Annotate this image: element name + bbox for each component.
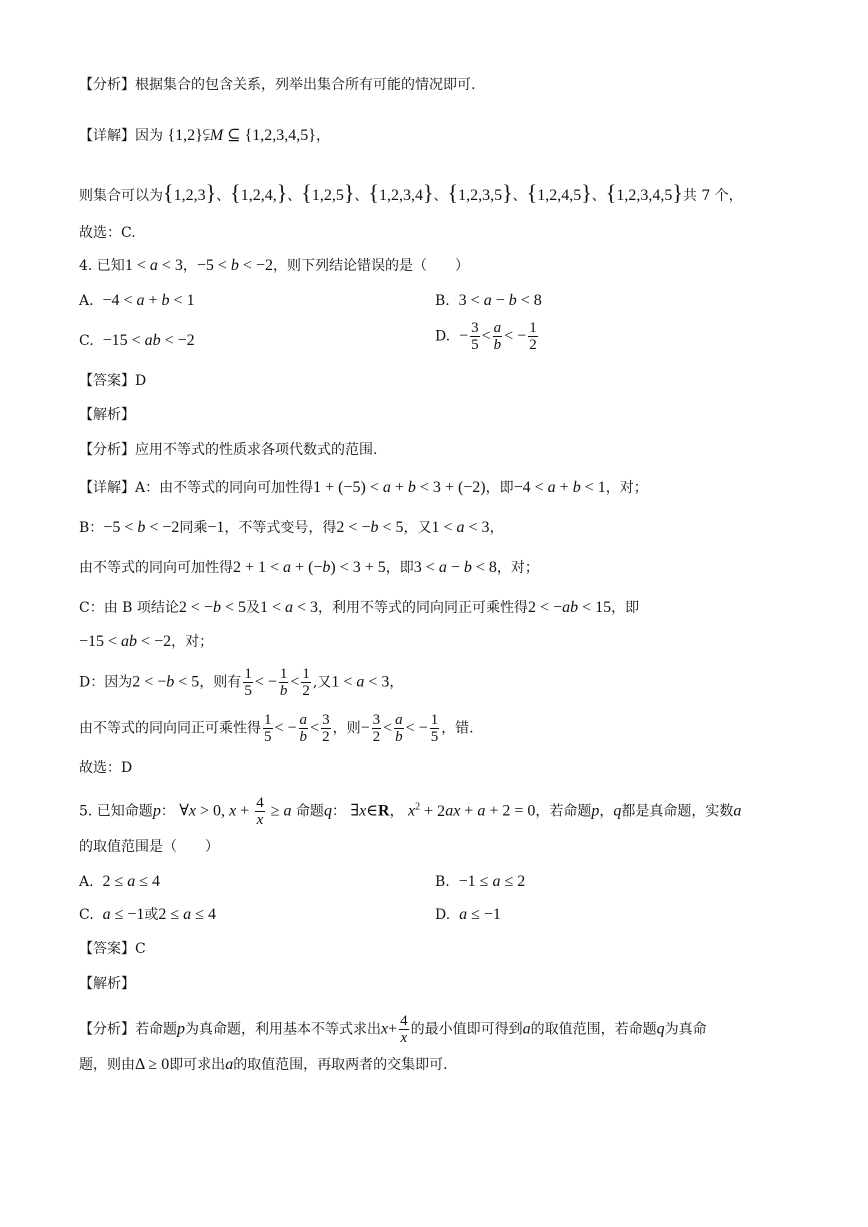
q4-detail-b2: 由不等式的同向可加性得2 + 1 < a + (−b) < 3 + 5，即3 < a − b < 8，对； — [79, 559, 539, 576]
q4-detail-c1: C：由 B 项结论2 < −b < 5及1 < a < 3，利用不等式的同向同正可乘性得2 < −ab < 15，即 — [79, 599, 640, 616]
detail-line-2: 则集合可以为{1,2,3}、{1,2,4,}、{1,2,5}、{1,2,3,4}、{1,2,3,5}、{1,2,4,5}、{1,2,3,4,5}共 7 个， — [79, 180, 743, 205]
q4-conclusion: 故选：D — [79, 760, 133, 776]
answer-choice-line: 故选：C. — [79, 225, 136, 241]
q5-option-c: C. a ≤ −1或2 ≤ a ≤ 4 — [79, 906, 216, 923]
q5-jiexi: 【解析】 — [79, 976, 135, 992]
q4-detail-d2: 由不等式的同向同正可乘性得 $\frac{1}{5}$ < − $\frac{a}{b}$ < $\frac{3}{2}$ ，则− $\frac{3}{2}$ < $\frac{a}{b}$ < − $\frac{1}{5}$ ，错. — [79, 712, 474, 745]
section-label: 【分析】 — [79, 77, 135, 93]
analysis-line-1: 【分析】根据集合的包含关系，列举出集合所有可能的情况即可. — [79, 77, 476, 93]
q4-detail-c2: −15 < ab < −2，对； — [79, 633, 214, 650]
q4-option-b: B. 3 < a − b < 8 — [435, 292, 542, 309]
q4-option-d: D. − $\frac{3}{5}$ < $\frac{a}{b}$ < − $\frac{1}{2}$ — [435, 320, 537, 353]
q4-detail-b1: B：−5 < b < −2同乘−1，不等式变号，得2 < −b < 5，又1 < a < 3， — [79, 519, 504, 536]
q5-answer: 【答案】C — [79, 941, 146, 957]
q4-detail-a: 【详解】A：由不等式的同向可加性得1 + (−5) < a + b < 3 + (−2)，即−4 < a + b < 1，对； — [79, 479, 648, 496]
question-5-stem: 5. 已知命题p： ∀x > 0, x + $\frac{4}{x}$ ≥ a 命题q： ∃x∈R， $x^2 + 2ax + a + 2 = 0$，若命题p，q都是真命题，实数a — [79, 795, 742, 828]
q5-analysis-1: 【分析】若命题p为真命题，利用基本不等式求出x+ $\frac{4}{x}$ 的最小值即可得到a的取值范围，若命题q为真命 — [79, 1013, 707, 1046]
question-4-stem: 4. 已知1 < a < 3，−5 < b < −2，则下列结论错误的是（ ） — [79, 257, 469, 274]
q4-option-c: C. −15 < ab < −2 — [79, 332, 195, 349]
detail-line-1: 【详解】因为 {1,2}⫋M ⊆ {1,2,3,4,5}， — [79, 127, 330, 144]
q5-option-b: B. −1 ≤ a ≤ 2 — [435, 873, 526, 890]
q4-detail-d1: D：因为2 < −b < 5，则有 $\frac{1}{5}$ < − $\frac{1}{b}$ < $\frac{1}{2}$ ,又1 < a < 3， — [79, 666, 404, 699]
question-5-stem-2: 的取值范围是（ ） — [79, 839, 219, 855]
q5-analysis-2: 题，则由Δ ≥ 0即可求出a的取值范围，再取两者的交集即可. — [79, 1056, 448, 1073]
q5-option-a: A. 2 ≤ a ≤ 4 — [79, 873, 161, 890]
q4-option-a: A. −4 < a + b < 1 — [79, 292, 195, 309]
q5-option-d: D. a ≤ −1 — [435, 906, 501, 923]
q4-answer: 【答案】D — [79, 373, 147, 389]
q4-analysis: 【分析】应用不等式的性质求各项代数式的范围. — [79, 442, 378, 458]
q4-jiexi: 【解析】 — [79, 407, 135, 423]
